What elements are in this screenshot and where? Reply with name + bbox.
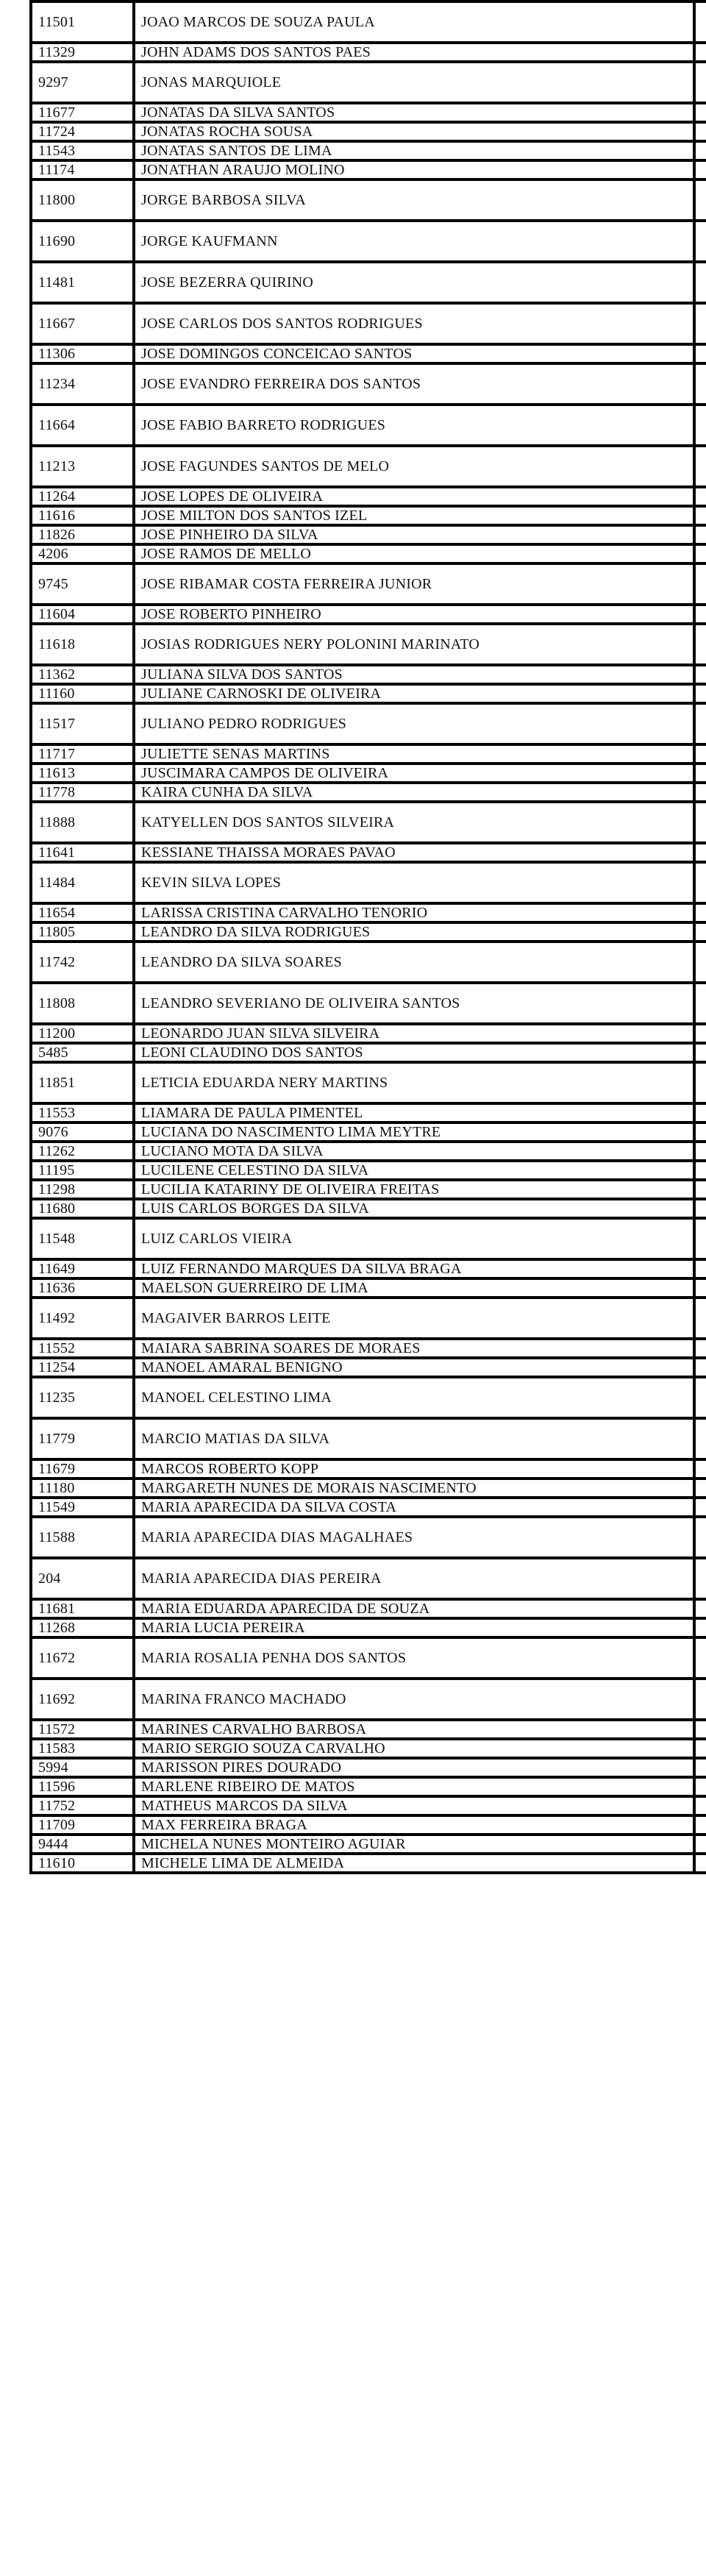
person-name-cell: JORGE BARBOSA SILVA [134,179,694,221]
person-name-cell: JOHN ADAMS DOS SANTOS PAES [134,43,694,62]
truncated-column-cell [694,1062,706,1103]
truncated-column-cell [694,1517,706,1558]
person-name-cell: MARCIO MATIAS DA SILVA [134,1418,694,1459]
truncated-column-cell [694,922,706,942]
table-row [31,563,706,605]
truncated-column-cell [694,764,706,783]
registration-number-cell: 11362 [31,665,134,684]
table-row [31,446,706,487]
table-row [31,903,706,922]
registration-number-cell: 11588 [31,1517,134,1558]
registration-number-cell: 11306 [31,344,134,363]
registration-number-cell: 11677 [31,103,134,122]
registration-number-cell: 9076 [31,1122,134,1142]
registration-number-cell: 11680 [31,1199,134,1218]
person-name-cell: LUCILENE CELESTINO DA SILVA [134,1161,694,1180]
person-name-cell: KAIRA CUNHA DA SILVA [134,783,694,802]
table-row [31,1062,706,1103]
truncated-column-cell [694,783,706,802]
table-row [31,862,706,903]
truncated-column-cell [694,1835,706,1854]
person-name-cell: KEVIN SILVA LOPES [134,862,694,903]
table-row [31,1459,706,1479]
registration-number-cell: 11888 [31,802,134,843]
person-name-cell: LEONI CLAUDINO DOS SANTOS [134,1043,694,1062]
table-row [31,1498,706,1517]
person-name-cell: JONATAS SANTOS DE LIMA [134,141,694,160]
truncated-column-cell [694,1679,706,1720]
truncated-column-cell [694,179,706,221]
table-row [31,262,706,303]
truncated-column-cell [694,487,706,506]
registration-number-cell: 11851 [31,1062,134,1103]
person-name-cell: JONATAS DA SILVA SANTOS [134,103,694,122]
table-row [31,684,706,703]
registration-number-cell: 5485 [31,1043,134,1062]
person-name-cell: LUIZ CARLOS VIEIRA [134,1218,694,1259]
person-name-cell: LUCIANA DO NASCIMENTO LIMA MEYTRE [134,1122,694,1142]
table-row [31,1,706,43]
registration-number-cell: 11200 [31,1024,134,1043]
table-row [31,1298,706,1339]
person-name-cell: LEANDRO SEVERIANO DE OLIVEIRA SANTOS [134,983,694,1024]
table-row [31,1558,706,1599]
person-name-cell: JOSE LOPES DE OLIVEIRA [134,487,694,506]
table-row [31,221,706,262]
registration-number-cell: 9444 [31,1835,134,1854]
person-name-cell: JOAO MARCOS DE SOUZA PAULA [134,1,694,43]
registration-number-cell: 11298 [31,1180,134,1199]
person-name-cell: JOSE MILTON DOS SANTOS IZEL [134,506,694,525]
registration-number-cell: 11800 [31,179,134,221]
registration-number-cell: 11742 [31,942,134,983]
truncated-column-cell [694,1796,706,1815]
person-name-cell: JULIANO PEDRO RODRIGUES [134,703,694,744]
registration-number-cell: 11481 [31,262,134,303]
table-row [31,344,706,363]
registration-number-cell: 11572 [31,1720,134,1739]
truncated-column-cell [694,1278,706,1298]
table-row [31,703,706,744]
table-row [31,1161,706,1180]
table-row [31,160,706,179]
truncated-column-cell [694,983,706,1024]
registration-number-cell: 11618 [31,624,134,665]
truncated-column-cell [694,141,706,160]
registration-number-cell: 11641 [31,843,134,862]
table-row [31,624,706,665]
registration-number-cell: 11808 [31,983,134,1024]
truncated-column-cell [694,1739,706,1758]
table-row [31,783,706,802]
person-name-cell: JULIETTE SENAS MARTINS [134,744,694,764]
table-row [31,1796,706,1815]
person-name-cell: LUIZ FERNANDO MARQUES DA SILVA BRAGA [134,1259,694,1278]
truncated-column-cell [694,103,706,122]
table-row [31,487,706,506]
truncated-column-cell [694,1161,706,1180]
person-name-cell: MARINES CARVALHO BARBOSA [134,1720,694,1739]
registration-number-cell: 9297 [31,62,134,103]
person-name-cell: JOSE FABIO BARRETO RODRIGUES [134,405,694,446]
registration-number-cell: 11174 [31,160,134,179]
truncated-column-cell [694,544,706,563]
person-name-cell: JOSE EVANDRO FERREIRA DOS SANTOS [134,363,694,405]
person-name-cell: MARISSON PIRES DOURADO [134,1758,694,1777]
registration-number-cell: 11610 [31,1854,134,1873]
person-name-cell: JONATHAN ARAUJO MOLINO [134,160,694,179]
registration-number-cell: 11517 [31,703,134,744]
table-row [31,665,706,684]
truncated-column-cell [694,1777,706,1796]
truncated-column-cell [694,1637,706,1679]
table-row [31,1142,706,1161]
table-row [31,1122,706,1142]
person-name-cell: MICHELE LIMA DE ALMEIDA [134,1854,694,1873]
person-name-cell: JORGE KAUFMANN [134,221,694,262]
registration-number-cell: 11583 [31,1739,134,1758]
truncated-column-cell [694,363,706,405]
table-row [31,1599,706,1618]
registration-number-cell: 11552 [31,1339,134,1358]
truncated-column-cell [694,1418,706,1459]
truncated-column-cell [694,344,706,363]
table-row [31,764,706,783]
registration-number-cell: 11752 [31,1796,134,1815]
registration-number-cell: 9745 [31,563,134,605]
registration-number-cell: 11262 [31,1142,134,1161]
registration-number-cell: 11484 [31,862,134,903]
person-name-cell: JUSCIMARA CAMPOS DE OLIVEIRA [134,764,694,783]
table-row [31,1218,706,1259]
registration-number-cell: 11329 [31,43,134,62]
registration-number-cell: 11553 [31,1103,134,1122]
person-name-cell: MARIA APARECIDA DIAS PEREIRA [134,1558,694,1599]
table-row [31,141,706,160]
registration-number-cell: 4206 [31,544,134,563]
table-row [31,1758,706,1777]
table-row [31,103,706,122]
table-row [31,1024,706,1043]
person-name-cell: JOSE PINHEIRO DA SILVA [134,525,694,544]
table-row [31,1637,706,1679]
truncated-column-cell [694,1377,706,1418]
table-row [31,1720,706,1739]
truncated-column-cell [694,1,706,43]
truncated-column-cell [694,605,706,624]
registration-number-cell: 11160 [31,684,134,703]
person-name-cell: JULIANE CARNOSKI DE OLIVEIRA [134,684,694,703]
person-name-cell: KATYELLEN DOS SANTOS SILVEIRA [134,802,694,843]
table-row [31,922,706,942]
truncated-column-cell [694,262,706,303]
table-row [31,1339,706,1358]
person-name-cell: LEONARDO JUAN SILVA SILVEIRA [134,1024,694,1043]
truncated-column-cell [694,563,706,605]
person-name-cell: MARINA FRANCO MACHADO [134,1679,694,1720]
person-name-cell: LEANDRO DA SILVA SOARES [134,942,694,983]
registration-number-cell: 11234 [31,363,134,405]
registration-number-cell: 11180 [31,1479,134,1498]
table-row [31,1259,706,1278]
truncated-column-cell [694,1758,706,1777]
person-name-cell: LUCILIA KATARINY DE OLIVEIRA FREITAS [134,1180,694,1199]
person-name-cell: LUCIANO MOTA DA SILVA [134,1142,694,1161]
registration-number-cell: 204 [31,1558,134,1599]
registration-number-cell: 11636 [31,1278,134,1298]
person-name-cell: JOSE RAMOS DE MELLO [134,544,694,563]
person-name-cell: LEANDRO DA SILVA RODRIGUES [134,922,694,942]
person-name-cell: MARIA ROSALIA PENHA DOS SANTOS [134,1637,694,1679]
registration-number-cell: 11254 [31,1358,134,1377]
person-name-cell: MAIARA SABRINA SOARES DE MORAES [134,1339,694,1358]
truncated-column-cell [694,1618,706,1637]
table-row [31,744,706,764]
truncated-column-cell [694,160,706,179]
table-row [31,942,706,983]
table-row [31,1679,706,1720]
registration-number-cell: 11213 [31,446,134,487]
person-name-cell: JOSE DOMINGOS CONCEICAO SANTOS [134,344,694,363]
table-row [31,122,706,141]
person-name-cell: MARCOS ROBERTO KOPP [134,1459,694,1479]
truncated-column-cell [694,942,706,983]
table-row [31,1835,706,1854]
person-name-cell: JOSE BEZERRA QUIRINO [134,262,694,303]
person-name-cell: JONATAS ROCHA SOUSA [134,122,694,141]
table-row [31,1739,706,1758]
registration-number-cell: 11616 [31,506,134,525]
table-row [31,1278,706,1298]
table-row [31,43,706,62]
truncated-column-cell [694,303,706,344]
table-row [31,1777,706,1796]
person-name-cell: MANOEL AMARAL BENIGNO [134,1358,694,1377]
truncated-column-cell [694,684,706,703]
table-row [31,802,706,843]
table-row [31,1180,706,1199]
truncated-column-cell [694,1479,706,1498]
truncated-column-cell [694,62,706,103]
registration-number-cell: 11549 [31,1498,134,1517]
registration-number-cell: 11654 [31,903,134,922]
person-name-cell: LETICIA EDUARDA NERY MARTINS [134,1062,694,1103]
table-row [31,179,706,221]
person-name-cell: MARIO SERGIO SOUZA CARVALHO [134,1739,694,1758]
table-row [31,405,706,446]
truncated-column-cell [694,1024,706,1043]
table-row [31,1358,706,1377]
person-name-cell: MARIA APARECIDA DIAS MAGALHAES [134,1517,694,1558]
truncated-column-cell [694,744,706,764]
person-name-cell: LUIS CARLOS BORGES DA SILVA [134,1199,694,1218]
person-name-cell: JOSE ROBERTO PINHEIRO [134,605,694,624]
table-row [31,1517,706,1558]
table-row [31,62,706,103]
table-row [31,1815,706,1835]
roster-table [29,0,706,1874]
person-name-cell: LARISSA CRISTINA CARVALHO TENORIO [134,903,694,922]
truncated-column-cell [694,1180,706,1199]
person-name-cell: MAGAIVER BARROS LEITE [134,1298,694,1339]
registration-number-cell: 11679 [31,1459,134,1479]
registration-number-cell: 11667 [31,303,134,344]
truncated-column-cell [694,843,706,862]
registration-number-cell: 11604 [31,605,134,624]
table-row [31,1199,706,1218]
truncated-column-cell [694,703,706,744]
truncated-column-cell [694,1142,706,1161]
registration-number-cell: 11268 [31,1618,134,1637]
table-row [31,1854,706,1873]
registration-number-cell: 11548 [31,1218,134,1259]
table-row [31,1377,706,1418]
registration-number-cell: 11681 [31,1599,134,1618]
registration-number-cell: 11690 [31,221,134,262]
person-name-cell: MARIA LUCIA PEREIRA [134,1618,694,1637]
registration-number-cell: 11235 [31,1377,134,1418]
table-row [31,506,706,525]
person-name-cell: JOSE RIBAMAR COSTA FERREIRA JUNIOR [134,563,694,605]
table-row [31,1103,706,1122]
truncated-column-cell [694,1558,706,1599]
table-row [31,544,706,563]
truncated-column-cell [694,1358,706,1377]
person-name-cell: MAX FERREIRA BRAGA [134,1815,694,1835]
truncated-column-cell [694,1339,706,1358]
person-name-cell: MAELSON GUERREIRO DE LIMA [134,1278,694,1298]
truncated-column-cell [694,446,706,487]
truncated-column-cell [694,43,706,62]
truncated-column-cell [694,1854,706,1873]
person-name-cell: MARGARETH NUNES DE MORAIS NASCIMENTO [134,1479,694,1498]
truncated-column-cell [694,1599,706,1618]
truncated-column-cell [694,1298,706,1339]
registration-number-cell: 11826 [31,525,134,544]
person-name-cell: MATHEUS MARCOS DA SILVA [134,1796,694,1815]
truncated-column-cell [694,665,706,684]
truncated-column-cell [694,1043,706,1062]
truncated-column-cell [694,903,706,922]
document-page [29,0,706,2576]
registration-number-cell: 11195 [31,1161,134,1180]
person-name-cell: JOSE FAGUNDES SANTOS DE MELO [134,446,694,487]
truncated-column-cell [694,1103,706,1122]
registration-number-cell: 11649 [31,1259,134,1278]
person-name-cell: LIAMARA DE PAULA PIMENTEL [134,1103,694,1122]
truncated-column-cell [694,624,706,665]
person-name-cell: MARLENE RIBEIRO DE MATOS [134,1777,694,1796]
table-row [31,1043,706,1062]
registration-number-cell: 11779 [31,1418,134,1459]
truncated-column-cell [694,1199,706,1218]
person-name-cell: JULIANA SILVA DOS SANTOS [134,665,694,684]
truncated-column-cell [694,221,706,262]
truncated-column-cell [694,1218,706,1259]
registration-number-cell: 11672 [31,1637,134,1679]
table-row [31,363,706,405]
registration-number-cell: 11501 [31,1,134,43]
table-row [31,1618,706,1637]
truncated-column-cell [694,802,706,843]
person-name-cell: MICHELA NUNES MONTEIRO AGUIAR [134,1835,694,1854]
person-name-cell: JONAS MARQUIOLE [134,62,694,103]
table-row [31,1418,706,1459]
truncated-column-cell [694,506,706,525]
registration-number-cell: 11596 [31,1777,134,1796]
truncated-column-cell [694,1122,706,1142]
registration-number-cell: 11778 [31,783,134,802]
registration-number-cell: 11492 [31,1298,134,1339]
truncated-column-cell [694,1459,706,1479]
truncated-column-cell [694,1498,706,1517]
table-row [31,303,706,344]
truncated-column-cell [694,525,706,544]
person-name-cell: MARIA APARECIDA DA SILVA COSTA [134,1498,694,1517]
person-name-cell: KESSIANE THAISSA MORAES PAVAO [134,843,694,862]
truncated-column-cell [694,1720,706,1739]
table-row [31,525,706,544]
table-row [31,1479,706,1498]
person-name-cell: MANOEL CELESTINO LIMA [134,1377,694,1418]
person-name-cell: JOSIAS RODRIGUES NERY POLONINI MARINATO [134,624,694,665]
registration-number-cell: 11717 [31,744,134,764]
registration-number-cell: 11613 [31,764,134,783]
truncated-column-cell [694,862,706,903]
truncated-column-cell [694,405,706,446]
truncated-column-cell [694,1259,706,1278]
registration-number-cell: 11264 [31,487,134,506]
roster-table-body [31,1,706,1873]
registration-number-cell: 11709 [31,1815,134,1835]
table-row [31,843,706,862]
registration-number-cell: 11664 [31,405,134,446]
registration-number-cell: 11805 [31,922,134,942]
person-name-cell: JOSE CARLOS DOS SANTOS RODRIGUES [134,303,694,344]
registration-number-cell: 11543 [31,141,134,160]
registration-number-cell: 11724 [31,122,134,141]
truncated-column-cell [694,1815,706,1835]
truncated-column-cell [694,122,706,141]
registration-number-cell: 5994 [31,1758,134,1777]
registration-number-cell: 11692 [31,1679,134,1720]
table-row [31,983,706,1024]
person-name-cell: MARIA EDUARDA APARECIDA DE SOUZA [134,1599,694,1618]
table-row [31,605,706,624]
